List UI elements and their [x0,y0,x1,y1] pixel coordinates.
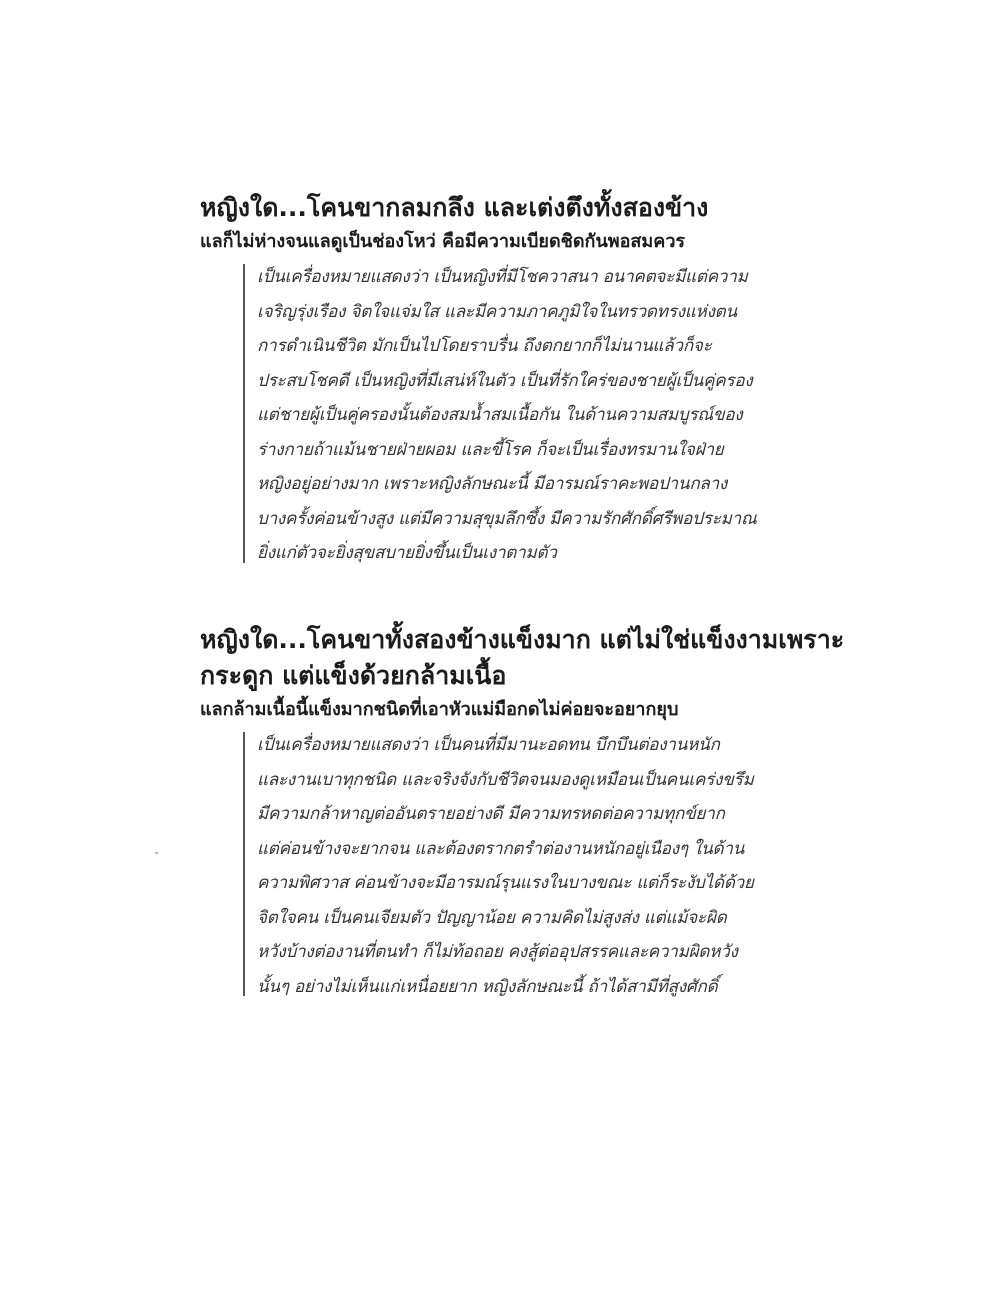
section-2 [200,622,845,1004]
body-line: บางครั้งค่อนข้างสูง แต่มีความสุขุมลึกซึ้ง มีความรักศักดิ์ศรีพอประมาณ [257,508,757,529]
body-line: แต่ชายผู้เป็นคู่ครองนั้นต้องสมน้ำสมเนื้อกัน ในด้านความสมบูรณ์ของ [257,405,743,425]
body-line: ยิ่งแก่ตัวจะยิ่งสุขสบายยิ่งขึ้นเป็นเงาตามตัว [257,543,557,563]
body-line: และงานเบาทุกชนิด และจริงจังกับชีวิตจนมองดูเหมือนเป็นคนเคร่งขรึม [257,769,754,790]
section-heading [200,622,845,694]
section-1 [200,190,820,571]
body-line: หญิงอยู่อย่างมาก เพราะหญิงลักษณะนี้ มีอารมณ์ราคะพอปานกลาง [257,474,728,494]
heading-line: หญิงใด...โคนขาทั้งสองข้างแข็งมาก แต่ไม่ใช่แข็งงามเพราะ [200,625,845,654]
body-line: ร่างกายถ้าแม้นชายฝ่ายผอม และขี้โรค ก็จะเป็นเรื่องทรมานใจฝ่าย [257,439,724,460]
body-line: จิตใจคน เป็นคนเจียมตัว ปัญญาน้อย ความคิดไม่สูงส่ง แต่แม้จะผิด [257,907,727,928]
body-line: เป็นเครื่องหมายแสดงว่า เป็นหญิงที่มีโชควาสนา อนาคตจะมีแต่ความ [257,267,748,287]
body-line: เป็นเครื่องหมายแสดงว่า เป็นคนที่มีมานะอดทน บึกบึนต่องานหนัก [257,735,720,755]
heading-line: หญิงใด...โคนขากลมกลึง และเต่งตึงทั้งสองข้าง [200,193,709,222]
scan-speck [155,852,158,854]
section-heading [200,190,820,226]
body-line: แต่ค่อนข้างจะยากจน และต้องตรากตรำต่องานหนักอยู่เนืองๆ ในด้าน [257,838,745,859]
body-line: มีความกล้าหาญต่ออันตรายอย่างดี มีความทรหดต่อความทุกข์ยาก [257,804,725,824]
section-body [243,728,820,1004]
quote-rule [243,732,245,996]
body-line: การดำเนินชีวิต มักเป็นไปโดยราบรื่น ถึงตกยากก็ไม่นานแล้วก็จะ [257,336,712,356]
body-line: เจริญรุ่งเรือง จิตใจแจ่มใส และมีความภาคภูมิใจในทรวดทรงแห่งตน [257,301,737,322]
heading-line: กระดูก แต่แข็งด้วยกล้ามเนื้อ [200,661,507,690]
section-subheading: แลก็ไม่ห่างจนแลดูเป็นช่องโหว่ คือมีความเบียดชิดกันพอสมควร [200,231,686,252]
section-subheading: แลกล้ามเนื้อนี้แข็งมากชนิดที่เอาหัวแม่มือกดไม่ค่อยจะอยากยุบ [200,699,679,720]
body-line: ประสบโชคดี เป็นหญิงที่มีเสน่ห์ในตัว เป็นที่รักใคร่ของชายผู้เป็นคู่ครอง [257,370,753,391]
body-line: ความพิศวาส ค่อนข้างจะมีอารมณ์รุนแรงในบางขณะ แต่ก็ระงับได้ด้วย [257,873,754,893]
body-line: หวังบ้างต่องานที่ตนทำ ก็ไม่ท้อถอย คงสู้ต่ออุปสรรคและความผิดหวัง [257,942,738,962]
section-body [243,260,820,571]
quote-rule [243,264,245,563]
body-line: นั้นๆ อย่างไม่เห็นแก่เหนื่อยยาก หญิงลักษณะนี้ ถ้าได้สามีที่สูงศักดิ์ [257,976,718,997]
